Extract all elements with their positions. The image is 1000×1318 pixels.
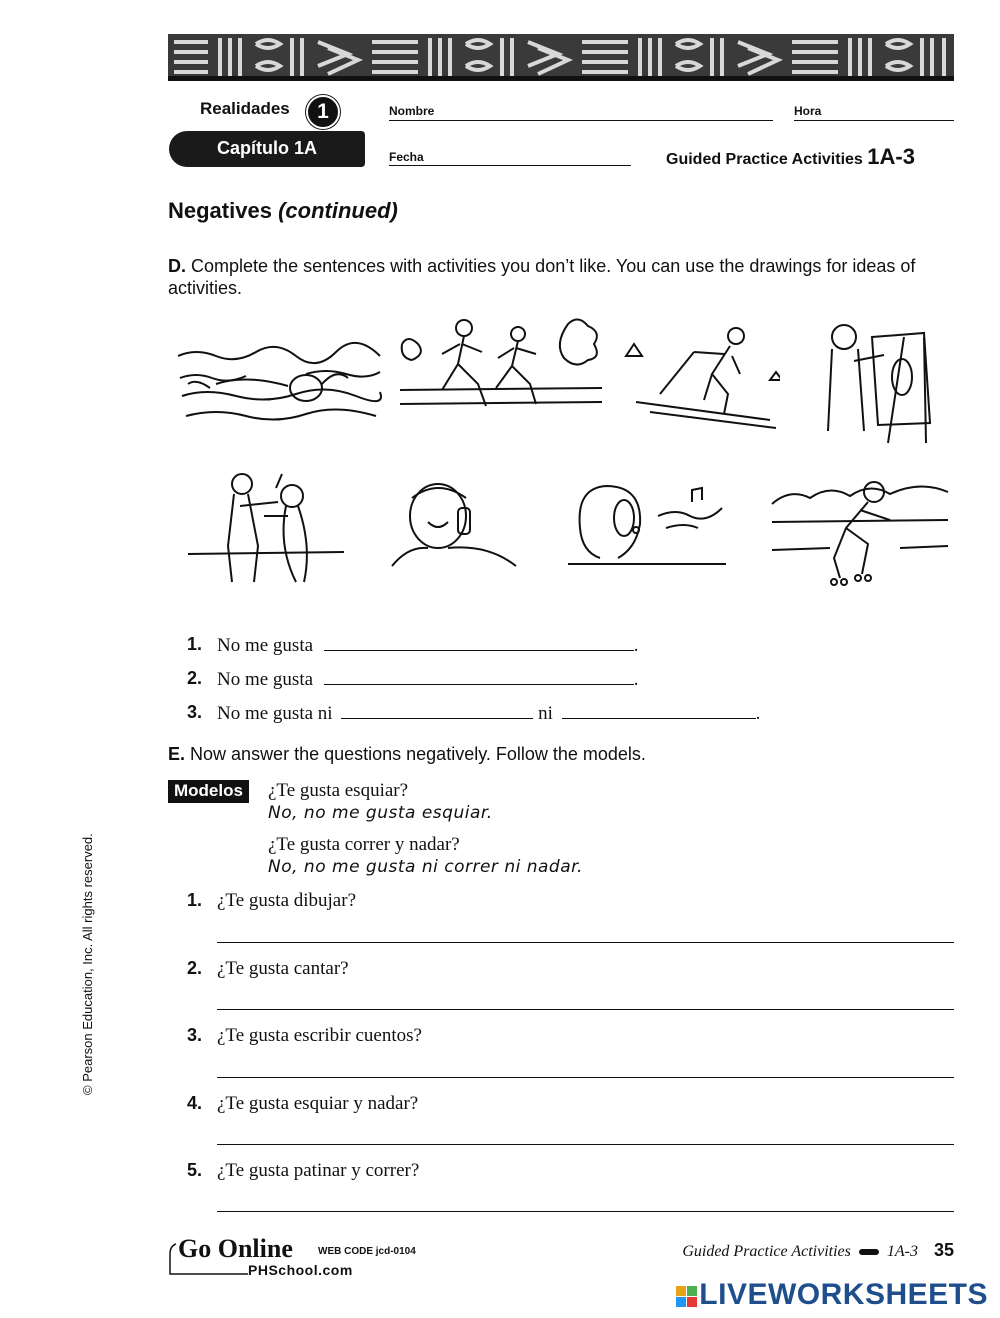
skating-drawing	[770, 474, 950, 591]
section-e-text: Now answer the questions negatively. Follow the models.	[190, 744, 646, 764]
banner-pattern	[168, 34, 954, 80]
e-question-3-text: ¿Te gusta escribir cuentos?	[217, 1025, 422, 1046]
e-answer-5-line[interactable]	[217, 1211, 954, 1212]
name-label: Nombre	[389, 104, 435, 118]
d-item-3-text: No me gusta ni	[217, 703, 333, 724]
model-2-question: ¿Te gusta correr y nadar?	[268, 834, 460, 855]
model-1-answer: No, no me gusta esquiar.	[268, 803, 493, 823]
e-question-4-number: 4.	[187, 1093, 203, 1113]
e-question-2-text: ¿Te gusta cantar?	[217, 958, 349, 979]
model-1-question: ¿Te gusta esquiar?	[268, 780, 409, 801]
name-field[interactable]	[389, 120, 773, 121]
d-item-2-text: No me gusta	[217, 669, 314, 690]
d-item-1-blank[interactable]	[324, 634, 634, 651]
e-answer-1-line[interactable]	[217, 942, 954, 943]
liveworksheets-icon	[676, 1286, 697, 1307]
copyright-notice: © Pearson Education, Inc. All rights reserved.	[80, 833, 95, 1095]
d-item-2-blank[interactable]	[324, 668, 634, 685]
footer-activity-code: 1A-3	[886, 1243, 918, 1260]
activity-header	[666, 144, 915, 170]
chapter-label: Capítulo 1A	[169, 131, 365, 167]
section-d-letter: D.	[168, 256, 186, 276]
e-answer-2-line[interactable]	[217, 1009, 954, 1010]
drawing-drawing	[818, 315, 936, 452]
e-question-4-text: ¿Te gusta esquiar y nadar?	[217, 1093, 419, 1114]
section-d-text: Complete the sentences with activities you don’t like. You can use the drawings for ideas of activities.	[168, 256, 916, 298]
dancing-drawing	[188, 466, 344, 591]
d-item-2-number: 2.	[187, 668, 203, 688]
d-item-3-blank-2[interactable]	[562, 702, 756, 719]
e-answer-4-line[interactable]	[217, 1144, 954, 1145]
d-item-1-number: 1.	[187, 634, 203, 654]
skiing-drawing	[620, 320, 780, 437]
e-answer-3-line[interactable]	[217, 1077, 954, 1078]
e-question-3-number: 3.	[187, 1025, 203, 1045]
date-field[interactable]	[389, 165, 631, 166]
watermark-text: LIVEWORKSHEETS	[699, 1278, 988, 1311]
footer-activity	[682, 1240, 954, 1261]
page-title	[168, 198, 398, 224]
series-title: Realidades	[200, 99, 290, 118]
e-question-5-text: ¿Te gusta patinar y correr?	[217, 1160, 420, 1181]
series-number: 1	[306, 95, 340, 129]
section-e-letter: E.	[168, 744, 186, 764]
go-online-title: Go Online	[178, 1234, 293, 1263]
d-item-1-end: .	[633, 635, 639, 656]
e-question-5-number: 5.	[187, 1160, 203, 1180]
model-2-answer: No, no me gusta ni correr ni nadar.	[268, 857, 583, 877]
d-item-3-end: .	[755, 703, 761, 724]
activity-code: 1A-3	[867, 144, 915, 169]
running-drawing	[398, 314, 604, 419]
e-question-1-number: 1.	[187, 890, 203, 910]
d-item-3-blank-1[interactable]	[341, 702, 533, 719]
page-number: 35	[933, 1240, 954, 1260]
footer-activity-label: Guided Practice Activities	[682, 1243, 851, 1260]
section-e-instruction	[168, 743, 954, 765]
d-item-3-number: 3.	[187, 702, 203, 722]
d-item-1-text: No me gusta	[217, 635, 314, 656]
section-d-instruction	[168, 255, 954, 299]
e-question-2-number: 2.	[187, 958, 203, 978]
d-item-2-end: .	[633, 669, 639, 690]
banner-rule	[168, 76, 954, 81]
d-item-3-mid: ni	[538, 703, 553, 724]
period-label: Hora	[794, 104, 822, 118]
singing-drawing	[566, 478, 730, 573]
swimming-drawing	[176, 318, 382, 443]
header-banner	[168, 34, 954, 80]
title-sub: (continued)	[278, 198, 398, 223]
date-label: Fecha	[389, 150, 424, 164]
liveworksheets-watermark	[676, 1278, 988, 1312]
activity-label: Guided Practice Activities	[666, 151, 863, 168]
go-online-block[interactable]	[168, 1234, 428, 1280]
phone-drawing	[388, 478, 518, 573]
e-question-1-text: ¿Te gusta dibujar?	[217, 890, 357, 911]
title-main: Negatives	[168, 198, 272, 223]
phschool-site: PHSchool.com	[248, 1262, 353, 1278]
footer-separator	[859, 1249, 879, 1255]
period-field[interactable]	[794, 120, 954, 121]
models-badge: Modelos	[168, 780, 249, 803]
web-code: WEB CODE jcd-0104	[318, 1246, 416, 1257]
